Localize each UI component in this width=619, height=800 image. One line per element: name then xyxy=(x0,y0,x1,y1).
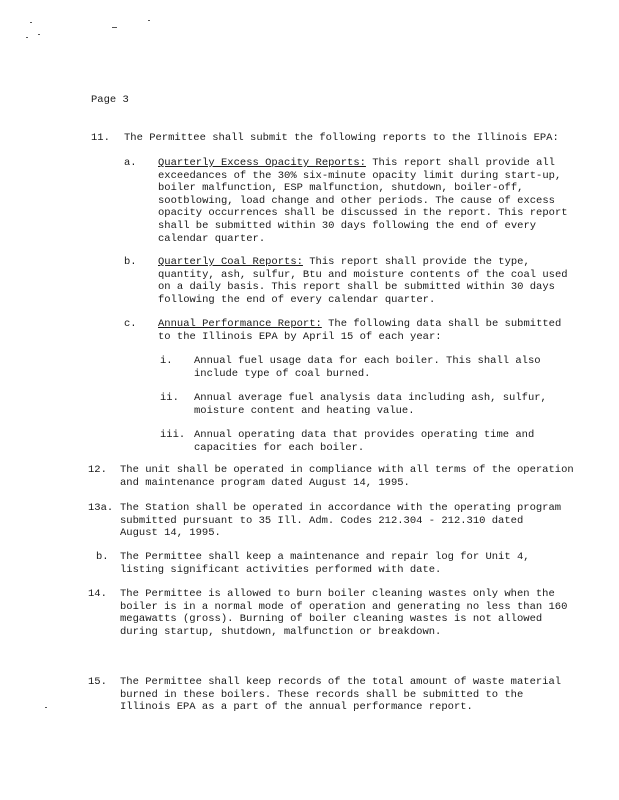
scan-speck xyxy=(30,22,32,23)
subitem-title: Annual Performance Report: xyxy=(158,318,322,330)
scan-speck xyxy=(112,27,117,28)
item-text: The Permittee shall keep records of the total amount of waste material burned in these boilers. These records shall be submitted to the Illinois EPA as a part of the annual performance report. xyxy=(120,676,562,714)
item-text: The Permittee shall submit the following reports to the Illinois EPA: xyxy=(124,132,559,144)
scan-speck xyxy=(38,34,40,35)
roman-text: Annual average fuel analysis data including ash, sulfur, moisture content and heating value. xyxy=(194,392,547,417)
scan-speck xyxy=(148,20,150,21)
item-text: The unit shall be operated in compliance with all terms of the operation and maintenance program dated August 14, 1995. xyxy=(120,464,574,489)
roman-number: ii. xyxy=(160,392,179,404)
item-number: 14. xyxy=(88,588,107,600)
page-label: Page 3 xyxy=(91,94,129,106)
subitem-body: Quarterly Excess Opacity Reports: This report shall provide all exceedances of the 30% six-minute opacity limit during start-up, boiler malfunction, ESP malfunction, shutdown, boiler-off, sootblowing, load change and other periods. The cause of excess opacity occurrences shall be discussed in the report. This report shall be submitted within 30 days following the end of every calendar quarter. xyxy=(158,157,568,245)
subitem-title: Quarterly Excess Opacity Reports: xyxy=(158,157,366,169)
item-number: 11. xyxy=(91,132,110,144)
subitem-letter: a. xyxy=(124,157,137,169)
subitem-letter: c. xyxy=(124,318,137,330)
roman-text: Annual fuel usage data for each boiler. This shall also include type of coal burned. xyxy=(194,355,541,380)
item-number: 15. xyxy=(88,676,107,688)
roman-text: Annual operating data that provides operating time and capacities for each boiler. xyxy=(194,429,535,454)
subitem-body: Quarterly Coal Reports: This report shall provide the type, quantity, ash, sulfur, Btu and moisture contents of the coal used on a daily basis. This report shall be submitted within 30 days following the end of every calendar quarter. xyxy=(158,256,568,306)
subitem-body: Annual Performance Report: The following data shall be submitted to the Illinois EPA by April 15 of each year: xyxy=(158,318,562,343)
item-text: The Station shall be operated in accordance with the operating program submitted pursuant to 35 Ill. Adm. Codes 212.304 - 212.310 dated August 14, 1995. xyxy=(120,502,562,540)
item-number: 12. xyxy=(88,464,107,476)
scan-speck xyxy=(45,707,47,708)
roman-number: iii. xyxy=(160,429,186,441)
subitem-letter: b. xyxy=(124,256,137,268)
item-text: The Permittee shall keep a maintenance and repair log for Unit 4, listing significant activities performed with date. xyxy=(120,551,530,576)
item-number: b. xyxy=(96,551,109,563)
subitem-title: Quarterly Coal Reports: xyxy=(158,256,303,268)
item-text: The Permittee is allowed to burn boiler cleaning wastes only when the boiler is in a normal mode of operation and generating no less than 160 megawatts (gross). Burning of boiler cleaning wastes is not allowed during startup, shutdown, malfunction or breakdown. xyxy=(120,588,568,638)
roman-number: i. xyxy=(160,355,173,367)
item-number: 13a. xyxy=(88,502,114,514)
scan-speck xyxy=(26,37,28,38)
